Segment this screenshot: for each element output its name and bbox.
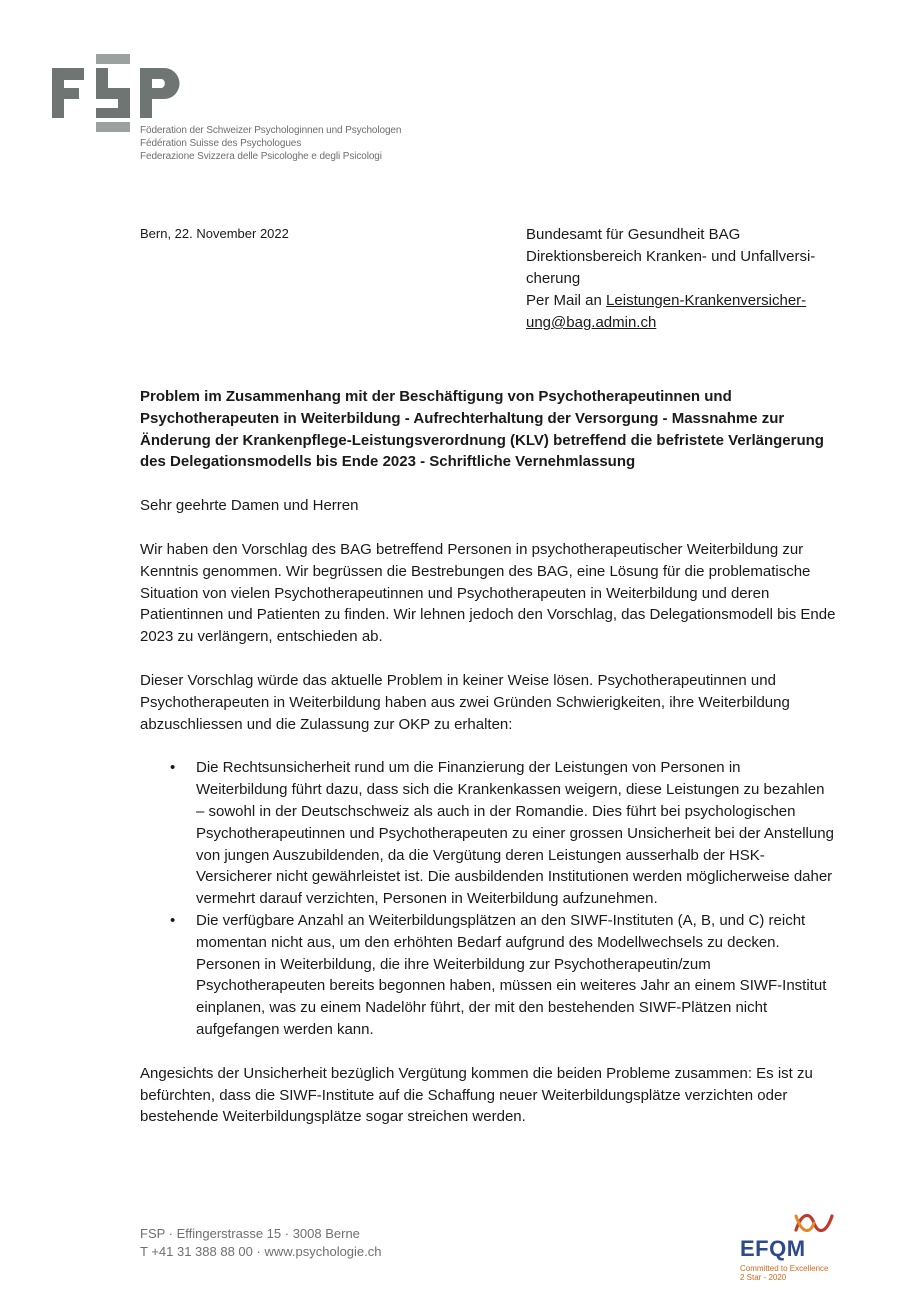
- recipient-line: cherung: [526, 270, 581, 287]
- logo-line-it: Federazione Svizzera delle Psicologhe e degli Psicologi: [140, 151, 382, 162]
- efqm-loop-icon: [792, 1208, 836, 1238]
- efqm-name: EFQM: [740, 1236, 806, 1261]
- footer-contact: T +41 31 388 88 00 · www.psychologie.ch: [140, 1244, 382, 1259]
- efqm-sub-line: 2 Star - 2020: [740, 1273, 787, 1282]
- bullet-item: [140, 757, 836, 910]
- footer-address: FSP · Effingerstrasse 15 · 3008 Berne: [140, 1226, 360, 1241]
- recipient-line: Direktionsbereich Kranken- und Unfallversi-: [526, 248, 816, 265]
- recipient-line: Bundesamt für Gesundheit BAG: [526, 226, 741, 243]
- footer: [140, 1225, 382, 1261]
- logo-line-de: Föderation der Schweizer Psychologinnen und Psychologen: [140, 125, 402, 136]
- logo-line-fr: Fédération Suisse des Psychologues: [140, 138, 302, 149]
- salutation: Sehr geehrte Damen und Herren: [140, 497, 359, 515]
- bullet-text: Die verfügbare Anzahl an Weiterbildungsplätzen an den SIWF-Instituten (A, B, und C) reicht momentan nicht aus, um den erhöhten Bedarf aufgrund des Modellwechsels zu decken. Personen in Weiterbildung, die ihre Weiterbildung zur Psychotherapeutin/zum Psychotherapeuten bereits begonnen haben, müssen ein weiteres Jahr an einem SIWF-Institut einplanen, was zu einem Nadelöhr führt, der mit den bestehenden SIWF-Plätzen nicht aufgefangen werden kann.: [196, 911, 827, 1038]
- fsp-logo: [52, 52, 412, 164]
- paragraph: Wir haben den Vorschlag des BAG betreffend Personen in psychotherapeutischer Weiterbildung zur Kenntnis genommen. Wir begrüssen die Bestrebungen des BAG, eine Lösung für die problematische Situation von vielen Psychotherapeutinnen und Psychotherapeuten in Weiterbildung und deren Patientinnen und Patienten zu finden. Wir lehnen jedoch den Vorschlag, das Delegationsmodell bis Ende 2023 zu verlängern, entschieden ab.: [140, 540, 836, 646]
- paragraph: Dieser Vorschlag würde das aktuelle Problem in keiner Weise lösen. Psychotherapeutinnen und Psychotherapeuten in Weiterbildung haben aus zwei Gründen Schwierigkeiten, ihre Weiterbildung abzuschliessen und die Zulassung zur OKP zu erhalten:: [140, 671, 790, 733]
- subject-line: Problem im Zusammenhang mit der Beschäftigung von Psychotherapeutinnen und Psychotherapeuten in Weiterbildung - Aufrechterhaltung der Versorgung - Massnahme zur Änderung der Krankenpflege-Leistungsverordnung (KLV) betreffend die befristete Verlängerung des Delegationsmodells bis Ende 2023 - Schriftliche Vernehmlassung: [140, 388, 824, 471]
- fsp-logo-text: [140, 124, 401, 163]
- bullet-item: [140, 910, 836, 1041]
- bullet-icon: •: [170, 759, 176, 777]
- mail-link-continued[interactable]: ung@bag.admin.ch: [526, 314, 657, 331]
- mail-prefix: Per Mail an: [526, 292, 607, 309]
- fsp-logo-mark: [52, 52, 182, 132]
- letter-date: Bern, 22. November 2022: [140, 226, 289, 241]
- recipient-address: [526, 224, 846, 334]
- efqm-logo: [736, 1208, 846, 1288]
- efqm-sub-line: Committed to Excellence: [740, 1264, 829, 1273]
- efqm-subtitle: [740, 1264, 828, 1282]
- letter-body: [140, 386, 836, 1150]
- bullet-icon: •: [170, 911, 176, 929]
- mail-link[interactable]: Leistungen-Krankenversicher-: [606, 292, 807, 309]
- bullet-list: [140, 757, 836, 1040]
- paragraph: Angesichts der Unsicherheit bezüglich Vergütung kommen die beiden Probleme zusammen: Es ist zu befürchten, dass die SIWF-Institute auf die Schaffung neuer Weiterbildungsplätze verzichten oder bestehende Weiterbildungsplätze sogar streichen werden.: [140, 1064, 813, 1126]
- bullet-text: Die Rechtsunsicherheit rund um die Finanzierung der Leistungen von Personen in Weiterbildung führt dazu, dass sich die Krankenkassen weigern, diese Leistungen zu bezahlen – sowohl in der Deutschschweiz als auch in der Romandie. Dies führt bei psychologischen Psychotherapeutinnen und Psychotherapeuten zu einer grossen Unsicherheit bei der Anstellung von jungen Auszubildenden, da die Vergütung deren Leistungen ausserhalb der HSK-Versicherer nicht gewährleistet ist. Die ausbildenden Institutionen werden möglicherweise daher vermehrt darauf verzichten, Personen in Weiterbildung aufzunehmen.: [196, 759, 834, 908]
- recipient-mail-line: [526, 290, 846, 312]
